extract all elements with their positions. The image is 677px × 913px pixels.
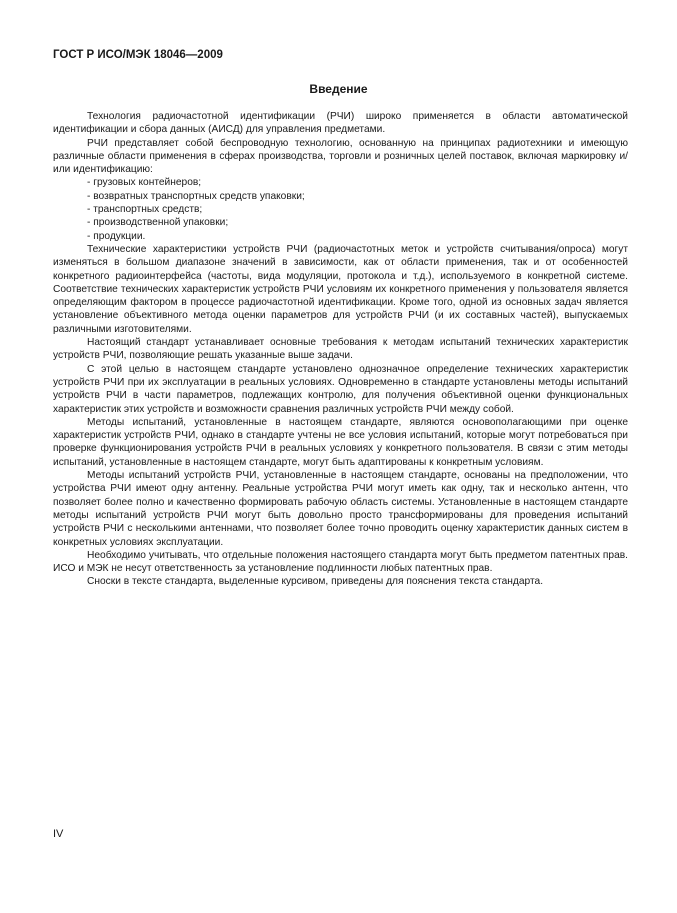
list-item: - транспортных средств;	[87, 204, 203, 216]
paragraph: Технические характеристики устройств РЧИ (радиочастотных меток и устройств считывания/опроса) могут изменяться в большом диапазоне значений в зависимости, как от области применения, так и от особенностей конкретного радиоинтерфейса (частоты, вида модуляции, протокола и т.д.), используемого в конкретной системе. Соответствие технических характеристик устройств РЧИ условиям их конкретного применения у пользователя является определяющим фактором в процессе радиочастотной идентификации. Кроме того, одной из основных задач является установление объективного метода оценки параметров для устройств РЧИ (и их составных частей), выпускаемых различными изготовителями.	[53, 243, 628, 335]
list-item: - грузовых контейнеров;	[87, 177, 202, 189]
list-item: - возвратных транспортных средств упаковки;	[87, 190, 305, 202]
paragraph: Настоящий стандарт устанавливает основные требования к методам испытаний технических характеристик устройств РЧИ, позволяющие решать указанные выше задачи.	[53, 337, 628, 362]
page-number: IV	[53, 828, 64, 840]
section-title: Введение	[309, 82, 368, 96]
paragraph: Сноски в тексте стандарта, выделенные курсивом, приведены для пояснения текста стандарта.	[87, 576, 544, 588]
list-item: - производственной упаковки;	[87, 217, 229, 229]
paragraph: Методы испытаний, установленные в настоящем стандарте, являются основополагающими при оценке характеристик устройств РЧИ, однако в стандарте учтены не все условия испытаний, которые могут потребоваться при проверке функционирования устройств РЧИ в реальных условиях у конкретного пользователя. В связи с этим методы испытаний, установленные в настоящем стандарте, могут быть адаптированы к конкретным условиям.	[53, 416, 628, 468]
list-item: - продукции.	[87, 230, 146, 242]
document-standard-id: ГОСТ Р ИСО/МЭК 18046—2009	[53, 49, 223, 61]
application-list	[53, 176, 628, 242]
paragraph: С этой целью в настоящем стандарте установлено однозначное определение технических характеристик устройств РЧИ при их эксплуатации в реальных условиях. Одновременно в стандарте установлены методы испытаний устройств РЧИ в части параметров, подлежащих контролю, для получения объективной оценки функциональных характеристик этих устройств и возможности сравнения различных устройств РЧИ между собой.	[53, 363, 628, 415]
paragraph: РЧИ представляет собой беспроводную технологию, основанную на принципах радиотехники и имеющую различные области применения в сферах производства, торговли и розничных целей поставок, включая маркировку и/или идентификацию:	[53, 137, 628, 176]
paragraph: Технология радиочастотной идентификации (РЧИ) широко применяется в области автоматической идентификации и сбора данных (АИСД) для управления предметами.	[53, 111, 628, 136]
paragraph: Необходимо учитывать, что отдельные положения настоящего стандарта могут быть предметом патентных прав. ИСО и МЭК не несут ответственность за установление подлинности любых патентных прав.	[53, 549, 628, 575]
document-body	[53, 110, 628, 589]
paragraph: Методы испытаний устройств РЧИ, установленные в настоящем стандарте, основаны на предположении, что устройства РЧИ имеют одну антенну. Реальные устройства РЧИ могут иметь как одну, так и несколько антенн, что позволяет более полно и качественно формировать рабочую область системы. Установленные в настоящем стандарте методы испытаний устройств РЧИ могут быть довольно просто трансформированы для проведения испытаний устройств РЧИ с несколькими антеннами, что позволяет более точно проводить оценку характеристик данных систем в конкретных условиях эксплуатации.	[53, 470, 628, 548]
